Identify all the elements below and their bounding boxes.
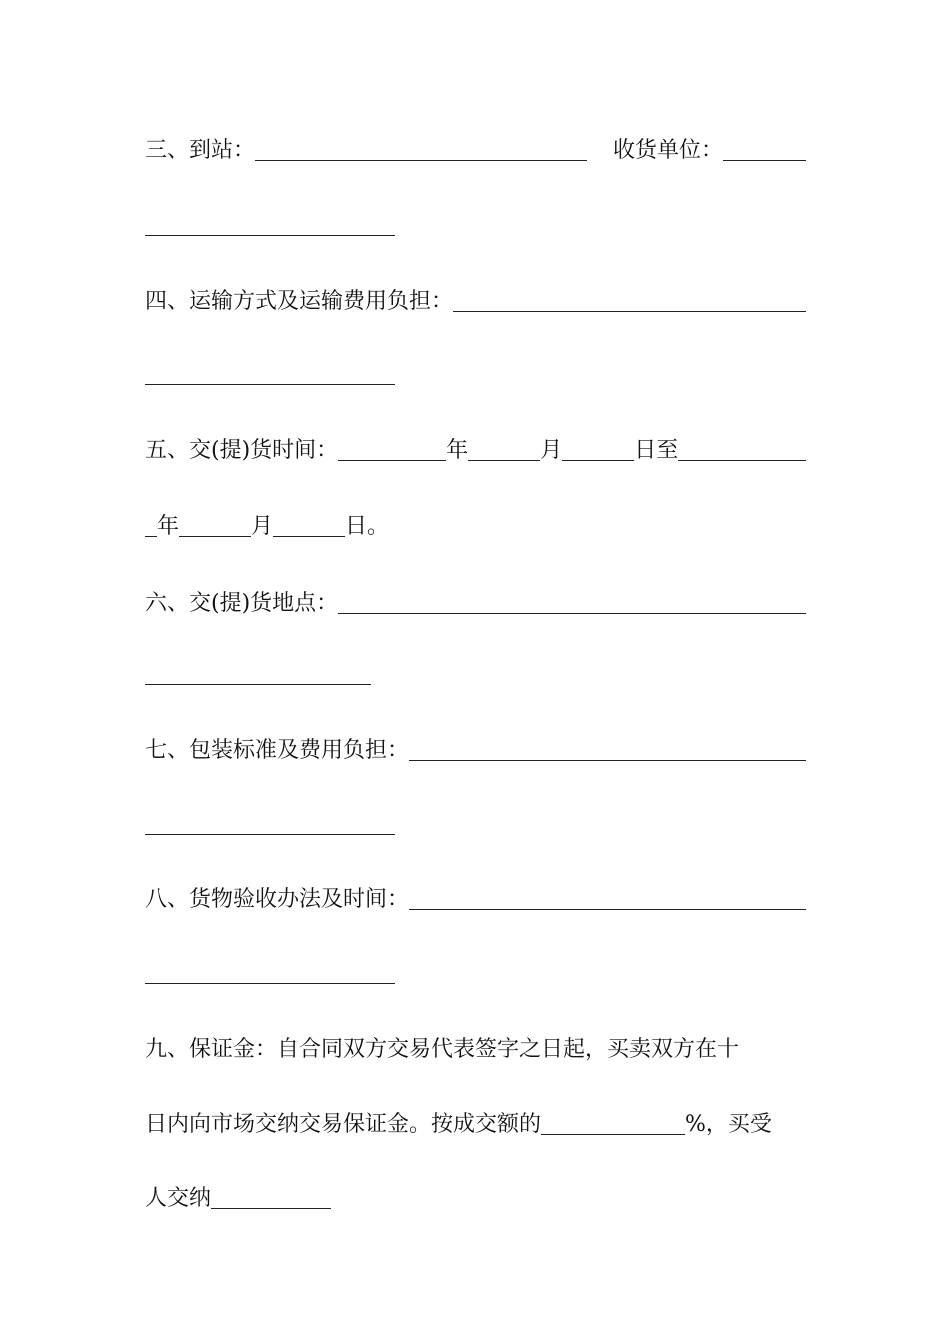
section-5-line-2 [145,500,806,540]
start-month-blank[interactable] [468,438,540,461]
section-6-line [145,577,806,617]
consignee-blank-continued[interactable] [145,235,395,236]
section-5-label: 五、交(提)货时间： [145,438,339,463]
section-9-text-2a: 日内向市场交纳交易保证金。按成交额的 [145,1112,542,1137]
transport-blank[interactable] [453,289,806,312]
section-9-line-1 [145,1023,806,1063]
arrival-station-blank[interactable] [255,138,587,161]
end-year-label: 年 [157,514,180,539]
consignee-label: 收货单位： [613,138,724,163]
consignee-blank[interactable] [723,138,806,161]
transport-blank-continued[interactable] [145,384,395,385]
end-month-label: 月 [251,514,274,539]
section-6-label: 六、交(提)货地点： [145,591,339,616]
day-to-label: 日至 [634,438,679,463]
section-9-text-1: 九、保证金：自合同双方交易代表签字之日起，买卖双方在十 [145,1037,740,1062]
end-day-label: 日。 [345,514,390,539]
packaging-blank[interactable] [409,738,806,761]
section-3-line [145,124,806,164]
section-9-text-3: 人交纳 [145,1186,212,1211]
deposit-percent-blank[interactable] [541,1112,685,1135]
end-year-blank[interactable] [678,438,806,461]
section-8-label: 八、货物验收办法及时间： [145,887,410,912]
section-7-line [145,724,806,764]
section-9-line-3 [145,1172,806,1212]
section-4-label: 四、运输方式及运输费用负担： [145,289,454,314]
section-5-line [145,424,806,464]
end-month-blank[interactable] [179,514,251,537]
end-day-blank[interactable] [273,514,345,537]
delivery-place-blank-continued[interactable] [145,684,371,685]
packaging-blank-continued[interactable] [145,834,395,835]
buyer-deposit-blank[interactable] [211,1186,331,1209]
delivery-place-blank[interactable] [338,591,806,614]
start-year-blank[interactable] [338,438,446,461]
section-7-label: 七、包装标准及费用负担： [145,738,410,763]
inspection-blank[interactable] [409,887,806,910]
start-day-blank[interactable] [562,438,634,461]
month-label: 月 [540,438,563,463]
section-4-line [145,275,806,315]
end-year-blank-continued[interactable] [145,514,157,537]
year-label: 年 [446,438,469,463]
section-9-line-2 [145,1098,806,1138]
inspection-blank-continued[interactable] [145,983,395,984]
section-8-line [145,873,806,913]
section-3-label: 三、到站： [145,138,256,163]
section-9-text-2b: %，买受 [685,1112,772,1137]
